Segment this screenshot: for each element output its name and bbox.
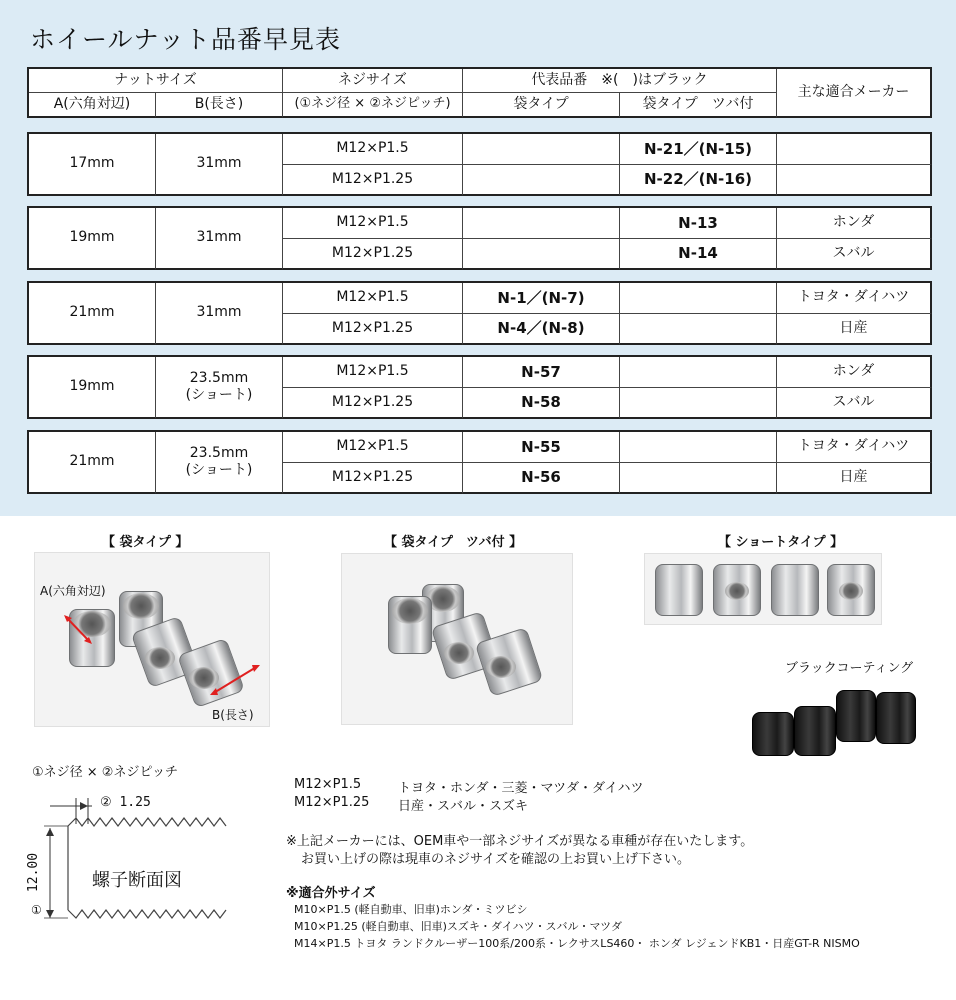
cell-maker: スバル — [777, 388, 932, 419]
fit-p125-makers: 日産・スバル・スズキ — [398, 799, 529, 814]
cell-thread: M12×P1.25 — [283, 388, 463, 419]
bag-type-label: 【 袋タイプ 】 — [102, 535, 189, 550]
nut-image — [145, 647, 175, 669]
nut-image — [189, 667, 219, 689]
cell-length-line-1: 31mm — [196, 155, 242, 172]
fit-p15-size: M12×P1.5 — [294, 777, 362, 792]
cell-length — [156, 283, 283, 345]
cell-hex-size: 21mm — [29, 283, 156, 345]
nut-image — [876, 692, 916, 744]
dimension-a-label: A(六角対辺) — [40, 584, 106, 598]
nut-image — [123, 593, 159, 619]
pitch-label: ② 1.25 — [100, 795, 151, 810]
page-title: ホイールナット品番早見表 — [30, 25, 342, 54]
black-coating-label: ブラックコーティング — [785, 661, 914, 676]
nut-image — [655, 564, 703, 616]
nut-image — [839, 582, 863, 600]
cell-length — [156, 357, 283, 419]
bag-type-photo — [34, 552, 270, 727]
fit-p15-makers: トヨタ・ホンダ・三菱・マツダ・ダイハツ — [398, 781, 644, 796]
table-header — [27, 67, 932, 118]
header-bag-flange: 袋タイプ ツバ付 — [620, 93, 777, 118]
diameter-marker: ① — [31, 903, 42, 917]
unsupported-line-1: M10×P1.5 (軽自動車、旧車)ホンダ・ミツビシ — [294, 903, 528, 916]
nut-image — [725, 582, 749, 600]
cell-length-line-2: (ショート) — [185, 462, 253, 478]
cell-length-line-1: 31mm — [196, 229, 242, 246]
cell-thread: M12×P1.25 — [283, 463, 463, 494]
table-group — [27, 430, 932, 494]
unsupported-line-2: M10×P1.25 (軽自動車、旧車)スズキ・ダイハツ・スバル・マツダ — [294, 920, 623, 933]
cell-hex-size: 19mm — [29, 208, 156, 270]
bag-flange-type-photo — [341, 553, 573, 725]
table-group — [27, 355, 932, 419]
cell-thread: M12×P1.5 — [283, 432, 463, 463]
cell-bag-part — [463, 165, 620, 196]
cell-thread: M12×P1.5 — [283, 134, 463, 165]
cell-flange-part — [620, 463, 777, 494]
cell-maker: 日産 — [777, 314, 932, 345]
cell-bag-part: N-1／(N-7) — [463, 283, 620, 314]
header-maker: 主な適合メーカー — [777, 69, 932, 118]
nut-image — [73, 611, 111, 637]
unsupported-line-3: M14×P1.5 トヨタ ランドクルーザー100系/200系・レクサスLS460・ ホンダ レジェンドKB1・日産GT-R NISMO — [294, 937, 860, 950]
table-group — [27, 132, 932, 196]
nut-image — [771, 564, 819, 616]
cell-thread: M12×P1.25 — [283, 165, 463, 196]
cell-thread: M12×P1.5 — [283, 283, 463, 314]
cell-length — [156, 432, 283, 494]
cell-bag-part — [463, 239, 620, 270]
cell-length — [156, 134, 283, 196]
cell-maker: トヨタ・ダイハツ — [777, 432, 932, 463]
cell-maker — [777, 165, 932, 196]
header-thread-sub: (①ネジ径 × ②ネジピッチ) — [283, 93, 463, 118]
nut-image — [486, 656, 516, 678]
cell-hex-size: 21mm — [29, 432, 156, 494]
cell-maker — [777, 134, 932, 165]
cell-maker: ホンダ — [777, 357, 932, 388]
cell-flange-part: N-22／(N-16) — [620, 165, 777, 196]
cell-bag-part: N-4／(N-8) — [463, 314, 620, 345]
cell-length-line-1: 23.5mm — [189, 444, 249, 461]
header-bag: 袋タイプ — [463, 93, 620, 118]
bag-flange-type-label: 【 袋タイプ ツバ付 】 — [384, 535, 523, 550]
table-group — [27, 206, 932, 270]
cell-flange-part: N-13 — [620, 208, 777, 239]
cell-flange-part — [620, 357, 777, 388]
thread-diagram-title: ①ネジ径 × ②ネジピッチ — [32, 765, 178, 780]
short-type-label: 【 ショートタイプ 】 — [718, 535, 844, 550]
cell-thread: M12×P1.25 — [283, 239, 463, 270]
cell-thread: M12×P1.5 — [283, 357, 463, 388]
cell-bag-part: N-55 — [463, 432, 620, 463]
cell-bag-part — [463, 208, 620, 239]
nut-image — [392, 598, 428, 624]
header-thread-size: ネジサイズ — [283, 69, 463, 93]
header-part-no: 代表品番 ※( )はブラック — [463, 69, 777, 93]
cell-flange-part — [620, 388, 777, 419]
header-a: A(六角対辺) — [29, 93, 156, 118]
header-b: B(長さ) — [156, 93, 283, 118]
cell-length-line-1: 31mm — [196, 304, 242, 321]
nut-image — [752, 712, 794, 756]
nut-image — [444, 642, 474, 664]
cell-bag-part — [463, 134, 620, 165]
cell-bag-part: N-58 — [463, 388, 620, 419]
cell-maker: ホンダ — [777, 208, 932, 239]
section-label: 螺子断面図 — [92, 870, 182, 891]
cell-hex-size: 17mm — [29, 134, 156, 196]
cell-length — [156, 208, 283, 270]
cell-maker: トヨタ・ダイハツ — [777, 283, 932, 314]
cell-length-line-1: 23.5mm — [189, 369, 249, 386]
diameter-label: 12.00 — [26, 852, 42, 893]
unsupported-title: ※適合外サイズ — [286, 886, 376, 901]
cell-hex-size: 19mm — [29, 357, 156, 419]
warning-line-1: ※上記メーカーには、OEM車や一部ネジサイズが異なる車種が存在いたします。 — [286, 834, 754, 849]
cell-maker: 日産 — [777, 463, 932, 494]
cell-bag-part: N-56 — [463, 463, 620, 494]
warning-line-2: お買い上げの際は現車のネジサイズを確認の上お買い上げ下さい。 — [301, 852, 690, 867]
cell-flange-part — [620, 283, 777, 314]
cell-thread: M12×P1.5 — [283, 208, 463, 239]
cell-flange-part: N-14 — [620, 239, 777, 270]
cell-bag-part: N-57 — [463, 357, 620, 388]
dimension-b-label: B(長さ) — [212, 708, 254, 722]
cell-flange-part — [620, 432, 777, 463]
nut-image — [836, 690, 876, 742]
table-group — [27, 281, 932, 345]
cell-maker: スバル — [777, 239, 932, 270]
black-coating-photo — [750, 690, 925, 758]
header-nut-size: ナットサイズ — [29, 69, 283, 93]
cell-flange-part — [620, 314, 777, 345]
cell-thread: M12×P1.25 — [283, 314, 463, 345]
cell-flange-part: N-21／(N-15) — [620, 134, 777, 165]
cell-length-line-2: (ショート) — [185, 387, 253, 403]
fit-p125-size: M12×P1.25 — [294, 795, 370, 810]
short-type-photo — [644, 553, 882, 625]
nut-image — [794, 706, 836, 756]
